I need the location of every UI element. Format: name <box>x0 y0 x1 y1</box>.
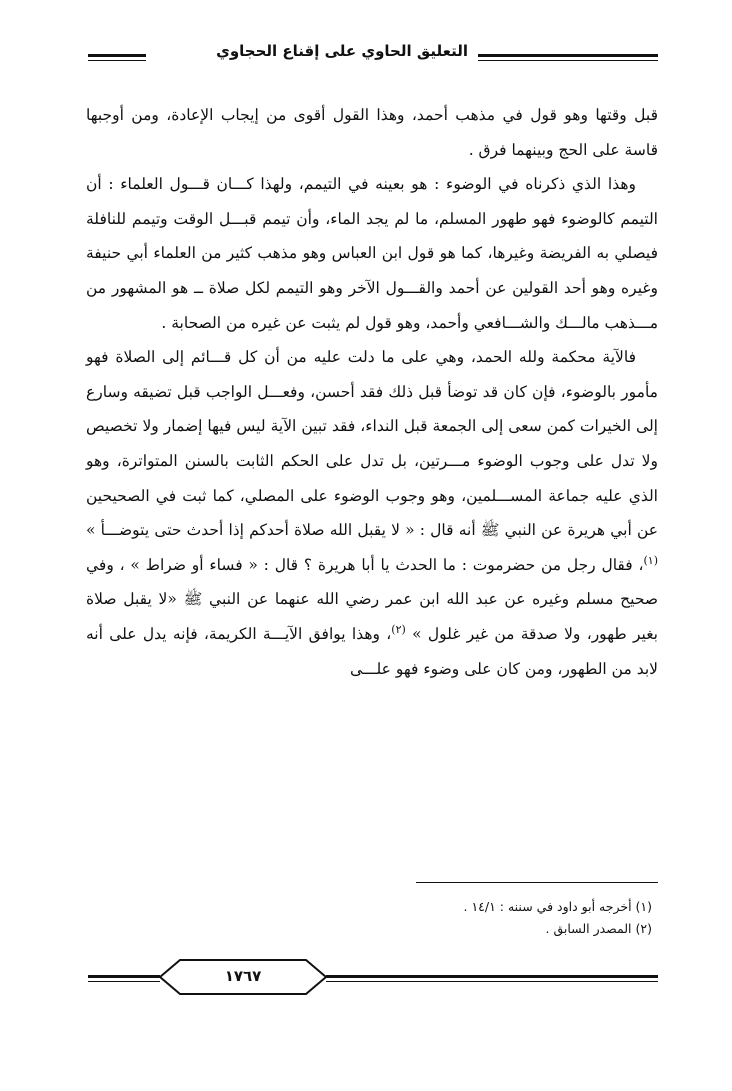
header-rule-left-thin <box>88 60 146 61</box>
footnote-1: (١) أخرجه أبو داود في سننه : ١٤/١ . <box>463 899 652 914</box>
header-rule-right-thick <box>478 54 658 57</box>
footnotes <box>300 896 652 940</box>
header-rule-right-thin <box>478 60 658 61</box>
footer-rule-right-thin <box>326 981 658 982</box>
running-header-title: التعليق الحاوي على إقناع الحجاوي <box>216 42 468 60</box>
footer-rule-right-thick <box>326 975 658 978</box>
paragraph-3-continued: ، فقال رجل من حضرموت : ما الحدث يا أبا هريرة ؟ قال : « فساء أو ضراط » ، وفي صحيح مسلم وغيره عن عبد الله ابن عمر رضي الله عنهما عن النبي ﷺ «لا يقبل صلاة بغير طهور، ولا صدقة من غير غلول » <box>86 555 658 643</box>
paragraph-3-end: ، وهذا يوافق الآيـــة الكريمة، فإنه يدل على أنه لابد من الطهور، ومن كان على وضوء فهو علـــى <box>86 624 658 678</box>
paragraph-3 <box>86 340 658 686</box>
footnote-ref-1: (١) <box>643 553 658 567</box>
footnote-2: (٢) المصدر السابق . <box>545 921 652 936</box>
paragraph-2: وهذا الذي ذكرناه في الوضوء : هو بعينه في التيمم، ولهذا كـــان قـــول العلماء : أن التيمم كالوضوء فهو طهور المسلم، ما لم يجد الماء، وأن تيمم قبـــل الوقت وتيمم للنافلة فيصلي به الفريضة وغيرها، كما هو قول ابن العباس وهو مذهب كثير من العلماء أبي حنيفة وغيره وهو أحد القولين عن أحمد والقـــول الآخر وهو التيمم لكل صلاة ــ هو المشهور من مـــذهب مالـــك والشـــافعي وأحمد، وهو قول لم يثبت عن غيره من الصحابة . <box>86 175 658 332</box>
header-rule-left-thick <box>88 54 146 57</box>
page-footer <box>88 958 658 998</box>
footnote-separator <box>416 882 658 883</box>
main-text <box>86 98 658 686</box>
paragraph-3-text: فالآية محكمة ولله الحمد، وهي على ما دلت عليه من أن كل قـــائم إلى الصلاة فهو مأمور بالوضوء، فإن كان قد توضأ قبل ذلك فقد أحسن، وفعـــل الواجب قبل تضيقه وسارع إلى الخيرات كمن سعى إلى الجمعة قبل النداء، فقد تبين الآية ليس فيها إضمار ولا تخصيص ولا تدل على وجوب الوضوء مـــرتين، بل تدل على الحكم الثابت بالسنن المتواترة، وهو الذي عليه جماعة المســـلمين، وهو وجوب الوضوء على المصلي، كما ثبت في الصحيحين عن أبي هريرة عن النبي ﷺ أنه قال : « لا يقبل الله صلاة أحدكم إذا أحدث حتى يتوضـــأ » <box>86 348 658 540</box>
footer-rule-left-thick <box>88 975 160 978</box>
footnote-ref-2: (٢) <box>391 622 406 636</box>
page-number-badge <box>158 958 328 996</box>
running-header <box>88 40 658 72</box>
footer-rule-left-thin <box>88 981 160 982</box>
page-number: ١٧٦٧ <box>224 967 262 985</box>
paragraph-1: قبل وقتها وهو قول في مذهب أحمد، وهذا القول أقوى من إيجاب الإعادة، ومن أوجبها قاسة على الحج وبينهما فرق . <box>86 106 658 159</box>
